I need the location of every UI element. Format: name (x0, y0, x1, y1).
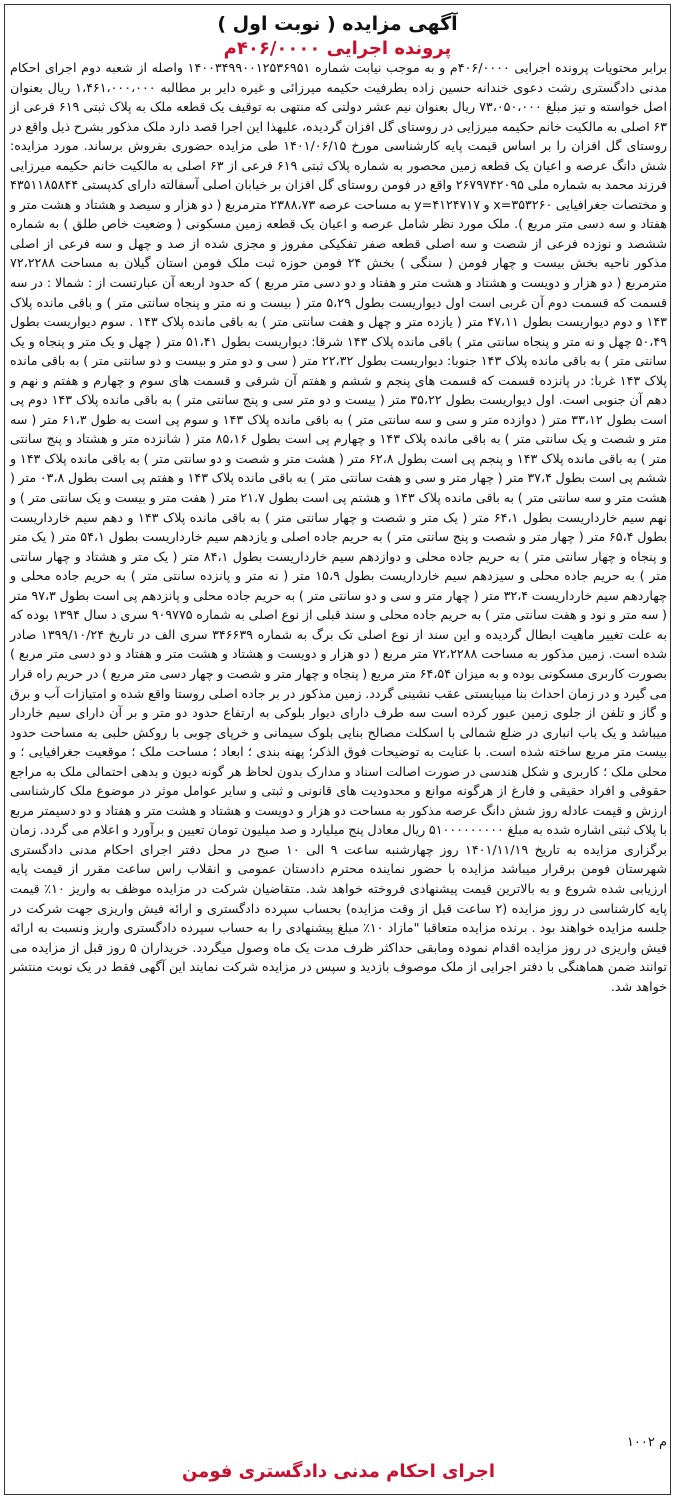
body-paragraph: برابر محتویات پرونده اجرایی ۴۰۶/۰۰۰۰م و به موجب نیابت شماره ۱۴۰۰۳۴۹۹۰۰۱۲۵۳۶۹۵۱ واصله از شعبه دوم اجرای احکام مدنی دادگستری رشت دعوی خندانه حسین زاده بطرفیت حکیمه میرزائی و غیره دایر بر مطالبه ۱،۴۶۱،۰۰۰،۰۰۰ ریال بعنوان اصل خواسته و نیز مبلغ ۷۳،۰۵۰،۰۰۰ ریال بعنوان نیم عشر دولتی که منتهی به توقیف یک قطعه ملک به پلاک ثبتی ۶۱۹ فرعی از ۶۳ اصلی به مالکیت خانم حکیمه میرزایی در روستای گل افزان گردیده، علیهذا این اجرا قصد دارد ملک مذکور بشرح ذیل واقع در روستای گل افزان را بر اساس قیمت پایه کارشناسی مورخ ۱۴۰۱/۰۶/۱۵ طی مزایده حضوری بفروش برساند. مورد مزایده: شش دانگ عرصه و اعیان یک قطعه زمین محصور به شماره پلاک ثبتی ۶۱۹ فرعی از ۶۳ اصلی به مالکیت خانم حکیمه میرزایی فرزند محمد به شماره ملی ۲۶۷۹۷۴۲۰۹۵ واقع در فومن روستای گل افزان بر خیابان اصلی آسفالته دارای کدپستی ۴۳۵۱۱۸۵۸۴۴ و مختصات جغرافیایی ۳۵۳۲۶۰=x و ۴۱۲۴۷۱۷=y به مساحت عرصه ۲۳۸۸،۷۳ مترمربع ( دو هزار و سیصد و هشتاد و هشت متر و هفتاد و سه دسی متر مربع ). ملک مورد نظر شامل عرصه و اعیان یک قطعه زمین مسکونی ( وضعیت خاص طلق ) به شماره ششصد و نوزده فرعی از شصت و سه اصلی قطعه صفر تفکیکی مفروز و مجزی شده از صد و چهل و سه فرعی از اصلی مذکور ناحیه بخش بیست و چهار فومن ( سنگی ) بخش ۲۴ فومن حوزه ثبت ملک فومن استان گیلان به مساحت ۷۲،۲۲۸۸ مترمربع ( دو هزار و دویست و هشتاد و هشت متر و هفتاد و دو دسی متر مربع ) که حدود اربعه آن عبارتست از : شمالا : در سه قسمت که قسمت دوم آن غربی است اول دیواریست بطول ۵،۲۹ متر ( بیست و نه متر و پنجاه سانتی متر ) و باقی مانده پلاک ۱۴۳ و دوم دیواریست بطول ۴۷،۱۱ متر ( یازده متر و چهل و هفت سانتی متر ) به باقی مانده پلاک ۱۴۳ . سوم دیواریست بطول ۵۰،۴۹ چهل و نه متر و پنجاه سانتی متر ) باقی مانده پلاک ۱۴۳ شرقا: دیواریست بطول ۵۱،۴۱ متر ( چهل و یک متر و پنجاه و یک سانتی متر ) به باقی مانده پلاک ۱۴۳ جنوبا: دیواریست بطول ۲۲،۳۲ متر ( سی و دو متر و بیست و دو سانتی متر ) به باقی مانده پلاک ۱۴۳ غربا: در پانزده قسمت که قسمت های پنجم و ششم و هفتم آن شرقی و قسمت های سوم و چهارم و هفتم و نهم و دهم آن جنوبی است. اول دیواریست بطول ۳۵،۲۲ متر ( بیست و دو متر سی و پنج سانتی متر ) به باقی مانده پلاک ۱۴۳ دوم پی است بطول ۳۳،۱۲ متر ( دوازده متر و سی و سه سانتی متر ) به باقی مانده پلاک ۱۴۳ و سوم پی است به طول ۶۱،۳ متر ( سه متر و شصت و یک سانتی متر ) به باقی مانده پلاک ۱۴۳ و چهارم پی است بطول ۸۵،۱۶ متر ( شانزده متر و هشتاد و پنج سانتی متر ) به باقی مانده پلاک ۱۴۳ و پنجم پی است بطول ۶۲،۸ متر ( هشت متر و شصت و دو سانتی متر ) به باقی مانده پلاک ۱۴۳ و ششم پی است بطول ۳۷،۴ متر ( چهار متر و سی و هفت سانتی متر ) به باقی مانده پلاک ۱۴۳ و هفتم پی است بطول ۰۳،۸ متر ( هشت متر و سه سانتی متر ) به باقی مانده پلاک ۱۴۳ و هشتم پی است بطول ۲۱،۷ متر ( هفت متر و بیست و یک سانتی متر ) و نهم سیم خارداریست بطول ۶۴،۱ متر ( یک متر و شصت و چهار سانتی متر ) به باقی مانده پلاک ۱۴۳ و دهم سیم خارداریست بطول ۶۵،۴ متر ( چهار متر و شصت و پنج سانتی متر ) به حریم جاده اصلی و یازدهم سیم خارداریست بطول ۵۴،۱ متر ( یک متر و پنجاه و چهار سانتی متر ) به حریم جاده محلی و دوازدهم سیم خارداریست بطول ۸۴،۱ متر ( یک متر و هشتاد و چهار سانتی متر ) به حریم جاده محلی و سیزدهم سیم خارداریست بطول ۱۵،۹ متر ( نه متر و پانزده سانتی متر ) به حریم جاده محلی و چهاردهم سیم خارداریست ۳۲،۴ متر ( چهار متر و سی و دو سانتی متر ) به حریم جاده محلی و پانزدهم پی است بطول ۹۷،۳ متر ( سه متر و نود و هفت سانتی متر ) به حریم جاده محلی و سند قبلی از نوع اصلی به شماره ۹۰۹۷۷۵ سری د سال ۱۳۹۴ بوده که به علت تغییر ماهیت ابطال گردیده و این سند از نوع اصلی تک برگ به شماره ۳۴۶۶۳۹ سری الف در تاریخ ۱۳۹۹/۱۰/۲۴ صادر شده است. زمین مذکور به مساحت ۷۲،۲۲۸۸ متر مربع ( دو هزار و دویست و هشتاد و هشت متر و هفتاد و دو دسی متر مربع ) بصورت کاربری مسکونی بوده و به میزان ۶۴،۵۴ متر مربع ( پنجاه و چهار متر و شصت و چهار دسی متر مربع ) در حریم راه قرار می گیرد و در زمان احداث بنا میبایستی عقب نشینی گردد. زمین مذکور در بر جاده اصلی روستا واقع شده و امتیازات آب و برق و گاز و تلفن از جلوی زمین عبور کرده است سه طرف دارای دیوار بلوکی به ارتفاع حدود دو متر و بر آن دارای سیم خاردار میباشد و یک باب انباری در ضلع شمالی با اسکلت مصالح بنایی بلوک سیمانی و خرپای چوبی با روکش حلبی به مساحت حدود بیست متر مربع ساخته شده است. با عنایت به توضیحات فوق الذکر؛ پهنه بندی ؛ ابعاد ؛ مساحت ملک ؛ موقعیت جغرافیایی ؛ و محلی ملک ؛ کاربری و شکل هندسی در صورت اصالت اسناد و مدارک بدون لحاظ هر گونه دیون و بدهی احتمالی ملک به مراجع حقوقی و افراد حقیقی و فارغ از هرگونه موانع و محدودیت های قانونی و ثبتی و سایر عوامل موثر در موضوع ملک کارشناسی ارزش و قیمت عادله روز شش دانگ عرصه مذکور به مساحت دو هزار و دویست و هشتاد و هشت متر و هفتاد و دو دسیمتر مربع با پلاک ثبتی اشاره شده به مبلغ ۵۱۰۰۰۰۰۰۰۰۰ ریال معادل پنج میلیارد و صد میلیون تومان تعیین و برآورد و اعلام می گردد. زمان برگزاری مزایده به تاریخ ۱۴۰۱/۱۱/۱۹ روز چهارشنبه ساعت ۹ الی ۱۰ صبح در محل دفتر اجرای احکام مدنی دادگستری شهرستان فومن برقرار میباشد مزایده با حضور نماینده محترم دادستان عمومی و انقلاب راس ساعت مقرر از قیمت پایه ارزیابی شده شروع و به بالاترین قیمت پیشنهادی فروخته خواهد شد. متقاضیان شرکت در مزایده موظف به واریز ۱۰٪ قیمت پایه کارشناسی در روز مزایده (۲ ساعت قبل از وقت مزایده) بحساب سپرده دادگستری و ارائه فیش واریزی جهت شرکت در جلسه مزایده خواهند بود . برنده مزایده متعاقبا "مازاد ۱۰٪ مبلغ پیشنهادی را به حساب سپرده دادگستری واریز ونسبت به ارائه فیش واریزی در روز مزایده اقدام نموده ومابقی حداکثر ظرف مدت یک ماه وصول میگردد. خریداران ۵ روز قبل از مزایده می توانند ضمن هماهنگی با دفتر اجرایی از ملک موصوف بازدید و سپس در مزایده شرکت نمایند این آگهی فقط در یک نوبت منتشر خواهد شد. (10, 60, 668, 994)
notice-body (10, 58, 667, 996)
notice-header (5, 5, 670, 61)
notice-title: آگهی مزایده ( نوبت اول ) (217, 13, 458, 35)
issuer-signature: اجرای احکام مدنی دادگستری فومن (181, 1461, 496, 1482)
reference-code: م ۱۰۰۲ (626, 1435, 667, 1450)
case-number: پرونده اجرایی ۴۰۶/۰۰۰۰م (223, 38, 452, 59)
